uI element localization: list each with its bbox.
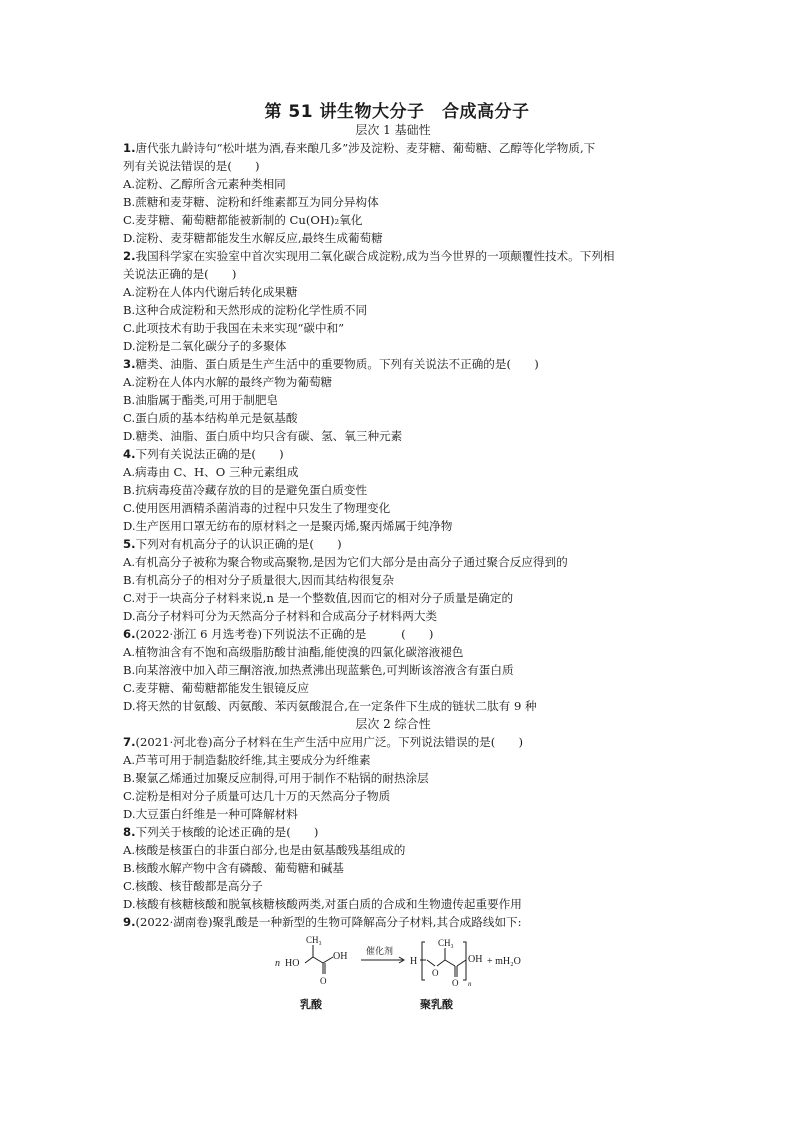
section-heading: 层次 2 综合性 — [355, 717, 431, 731]
left-ch3: CH₃ — [306, 936, 322, 945]
question-text: 唐代张九龄诗句“松叶堪为酒,春来酿几多”涉及淀粉、麦芽糖、葡萄糖、乙醇等化学物质,下 — [135, 141, 596, 155]
question-number: 4. — [123, 447, 136, 461]
question-number: 2. — [123, 249, 136, 263]
question-text: 下列对有机高分子的认识正确的是( ) — [135, 537, 342, 551]
question-stem — [123, 535, 663, 553]
question-number: 8. — [123, 825, 136, 839]
section-heading: 层次 1 基础性 — [355, 123, 431, 137]
text-line: C.使用医用酒精杀菌消毒的过程中只发生了物理变化 — [123, 501, 391, 515]
text-line: A.淀粉在人体内水解的最终产物为葡萄糖 — [123, 375, 333, 389]
right-o: O — [432, 968, 439, 978]
question-text: (2021·河北卷)高分子材料在生产生活中应用广泛。下列说法错误的是( ) — [135, 735, 523, 749]
left-ho: HO — [285, 958, 300, 969]
question-list — [123, 121, 663, 931]
text-line: B.油脂属于酯类,可用于制肥皂 — [123, 393, 279, 407]
text-line: B.蔗糖和麦芽糖、淀粉和纤维素都互为同分异构体 — [123, 195, 379, 209]
text-line: D.将天然的甘氨酸、丙氨酸、苯丙氨酸混合,在一定条件下生成的链状二肽有 9 种 — [123, 699, 537, 713]
text-line: D.高分子材料可分为天然高分子材料和合成高分子材料两大类 — [123, 609, 438, 623]
right-h: H — [410, 956, 418, 967]
text-line: A.病毒由 C、H、O 三种元素组成 — [123, 465, 299, 479]
text-line: C.核酸、核苷酸都是高分子 — [123, 879, 263, 893]
right-o2: O — [452, 978, 459, 988]
text-line: A.淀粉在人体内代谢后转化成果糖 — [123, 285, 298, 299]
text-line: B.抗病毒疫苗冷藏存放的目的是避免蛋白质变性 — [123, 483, 368, 497]
text-line: B.向某溶液中加入茚三酮溶液,加热煮沸出现蓝紫色,可判断该溶液含有蛋白质 — [123, 663, 514, 677]
text-line: C.麦芽糖、葡萄糖都能被新制的 Cu(OH)₂氧化 — [123, 213, 363, 227]
text-line: C.淀粉是相对分子质量可达几十万的天然高分子物质 — [123, 789, 391, 803]
polylactic-acid-reaction — [273, 936, 593, 1016]
plus-water: + mH₂O — [487, 956, 521, 967]
text-line: D.淀粉、麦芽糖都能发生水解反应,最终生成葡萄糖 — [123, 231, 383, 245]
question-number: 1. — [123, 141, 136, 155]
question-text: (2022·浙江 6 月选考卷)下列说法不正确的是 ( ) — [135, 627, 434, 641]
question-number: 3. — [123, 357, 136, 371]
question-text: 我国科学家在实验室中首次实现用二氧化碳合成淀粉,成为当今世界的一项颠覆性技术。下列相 — [135, 249, 615, 263]
label-polylactic-acid: 聚乳酸 — [420, 999, 453, 1011]
text-line: D.糖类、油脂、蛋白质中均只含有碳、氢、氧三种元素 — [123, 429, 403, 443]
text-line: 列有关说法错误的是( ) — [123, 159, 260, 173]
question-stem — [123, 139, 663, 157]
subscript-n: n — [468, 980, 472, 988]
right-ch3: CH₃ — [438, 938, 454, 948]
question-stem — [123, 823, 663, 841]
text-line: B.核酸水解产物中含有磷酸、葡萄糖和碱基 — [123, 861, 344, 875]
text-line: C.对于一块高分子材料来说,n 是一个整数值,因而它的相对分子质量是确定的 — [123, 591, 514, 605]
question-stem — [123, 733, 663, 751]
question-number: 7. — [123, 735, 136, 749]
text-line: B.聚氯乙烯通过加聚反应制得,可用于制作不粘锅的耐热涂层 — [123, 771, 429, 785]
question-stem — [123, 355, 663, 373]
text-line: D.核酸有核糖核酸和脱氧核糖核酸两类,对蛋白质的合成和生物遗传起重要作用 — [123, 897, 522, 911]
question-stem — [123, 913, 663, 931]
question-text: (2022·湖南卷)聚乳酸是一种新型的生物可降解高分子材料,其合成路线如下: — [135, 915, 522, 929]
label-lactic-acid: 乳酸 — [300, 999, 322, 1011]
right-oh: OH — [468, 954, 483, 965]
text-line: D.淀粉是二氧化碳分子的多聚体 — [123, 339, 287, 353]
question-number: 5. — [123, 537, 136, 551]
left-o: O — [320, 976, 327, 986]
text-line: C.蛋白质的基本结构单元是氨基酸 — [123, 411, 298, 425]
text-line: A.淀粉、乙醇所含元素种类相同 — [123, 177, 286, 191]
question-stem — [123, 247, 663, 265]
question-number: 6. — [123, 627, 136, 641]
question-stem — [123, 625, 663, 643]
coefficient-n: n — [275, 958, 280, 969]
question-number: 9. — [123, 915, 136, 929]
question-text: 糖类、油脂、蛋白质是生产生活中的重要物质。下列有关说法不正确的是( ) — [135, 357, 539, 371]
catalyst-label: 催化剂 — [366, 946, 394, 956]
left-oh: OH — [333, 951, 348, 962]
text-line: 关说法正确的是( ) — [123, 267, 237, 281]
text-line: D.生产医用口罩无纺布的原材料之一是聚丙烯,聚丙烯属于纯净物 — [123, 519, 453, 533]
question-text: 下列关于核酸的论述正确的是( ) — [135, 825, 319, 839]
text-line: A.核酸是核蛋白的非蛋白部分,也是由氨基酸残基组成的 — [123, 843, 406, 857]
text-line: A.有机高分子被称为聚合物或高聚物,是因为它们大部分是由高分子通过聚合反应得到的 — [123, 555, 568, 569]
text-line: C.此项技术有助于我国在未来实现“碳中和” — [123, 321, 345, 335]
question-text: 下列有关说法正确的是( ) — [135, 447, 284, 461]
text-line: D.大豆蛋白纤维是一种可降解材料 — [123, 807, 298, 821]
page-title: 第 51 讲生物大分子 合成高分子 — [264, 102, 530, 122]
text-line: A.芦苇可用于制造黏胶纤维,其主要成分为纤维素 — [123, 753, 371, 767]
text-line: B.有机高分子的相对分子质量很大,因而其结构很复杂 — [123, 573, 394, 587]
text-line: C.麦芽糖、葡萄糖都能发生银镜反应 — [123, 681, 310, 695]
text-line: A.植物油含有不饱和高级脂肪酸甘油酯,能使溴的四氯化碳溶液褪色 — [123, 645, 464, 659]
question-stem — [123, 445, 663, 463]
text-line: B.这种合成淀粉和天然形成的淀粉化学性质不同 — [123, 303, 368, 317]
